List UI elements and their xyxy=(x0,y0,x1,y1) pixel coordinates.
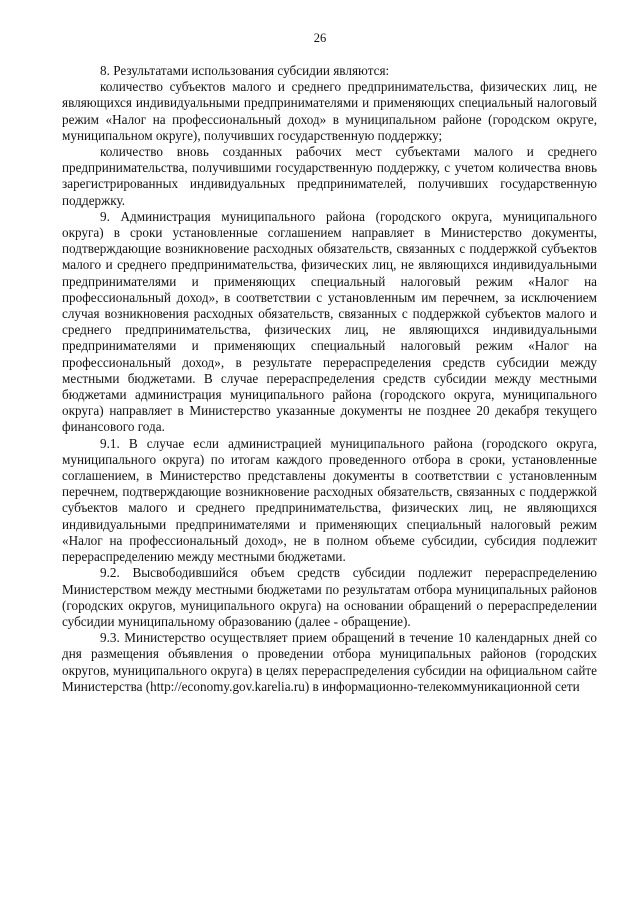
paragraph-results-heading: 8. Результатами использования субсидии являются: xyxy=(100,63,390,78)
paragraph-9-1: 9.1. В случае если администрацией муниципального района (городского округа, муниципального округа) по итогам каждого проведенного отбора в сроки, установленные соглашением, в Министерство представлены документы в соответствии с установленным перечнем, подтверждающие возникновение расходных обязательств, связанных с поддержкой субъектов малого и среднего предпринимательства, физических лиц, не являющихся индивидуальными предпринимателями и применяющих специальный налоговый режим «Налог на профессиональный доход», не в полном объеме субсидии, субсидия подлежит перераспределению между местными бюджетами. xyxy=(62,435,597,565)
document-body xyxy=(62,63,597,695)
paragraph-9-3: 9.3. Министерство осуществляет прием обращений в течение 10 календарных дней со дня размещения объявления о проведении отбора муниципальных районов (городских округов, муниципального округа) в целях перераспределения субсидии на официальном сайте Министерства (http://economy.gov.karelia.ru) в информационно-телекоммуникационной сети xyxy=(62,630,597,694)
paragraph-9: 9. Администрация муниципального района (городского округа, муниципального округа) в сроки установленные соглашением направляет в Министерство документы, подтверждающие возникновение расходных обязательств, связанных с поддержкой субъектов малого и среднего предпринимательства, физических лиц, не являющихся индивидуальными предпринимателями и применяющих специальный налоговый режим «Налог на профессиональный доход», в соответствии с установленным им перечнем, за исключением случая возникновения расходных обязательств, связанных с поддержкой субъектов малого и среднего предпринимательства, физических лиц, не являющихся индивидуальными предпринимателями и применяющих специальный налоговый режим «Налог на профессиональный доход», в результате перераспределения средств субсидии между местными бюджетами. В случае перераспределения средств субсидии между местными бюджетами администрация муниципального района (городского округа, муниципального округа) направляет в Министерство указанные документы не позднее 20 декабря текущего финансового года. xyxy=(62,208,597,435)
page-number: 26 xyxy=(313,31,327,45)
paragraph-results-count-jobs: количество вновь созданных рабочих мест субъектами малого и среднего предпринимательства, получившими государственную поддержку, с учетом количества вновь зарегистрированных индивидуальных предпринимателей, получивших государственную поддержку. xyxy=(62,144,597,208)
paragraph-results-count-subjects: количество субъектов малого и среднего предпринимательства, физических лиц, не являющихся индивидуальными предпринимателями и применяющих специальный налоговый режим «Налог на профессиональный доход» в муниципальном районе (городском округе, муниципальном округе), получивших государственную поддержку; xyxy=(62,79,597,143)
paragraph-9-2: 9.2. Высвободившийся объем средств субсидии подлежит перераспределению Министерством между местными бюджетами по результатам отбора муниципальных районов (городских округов, муниципального округа) на основании обращений о перераспределении субсидии муниципальному образованию (далее - обращение). xyxy=(62,565,597,629)
